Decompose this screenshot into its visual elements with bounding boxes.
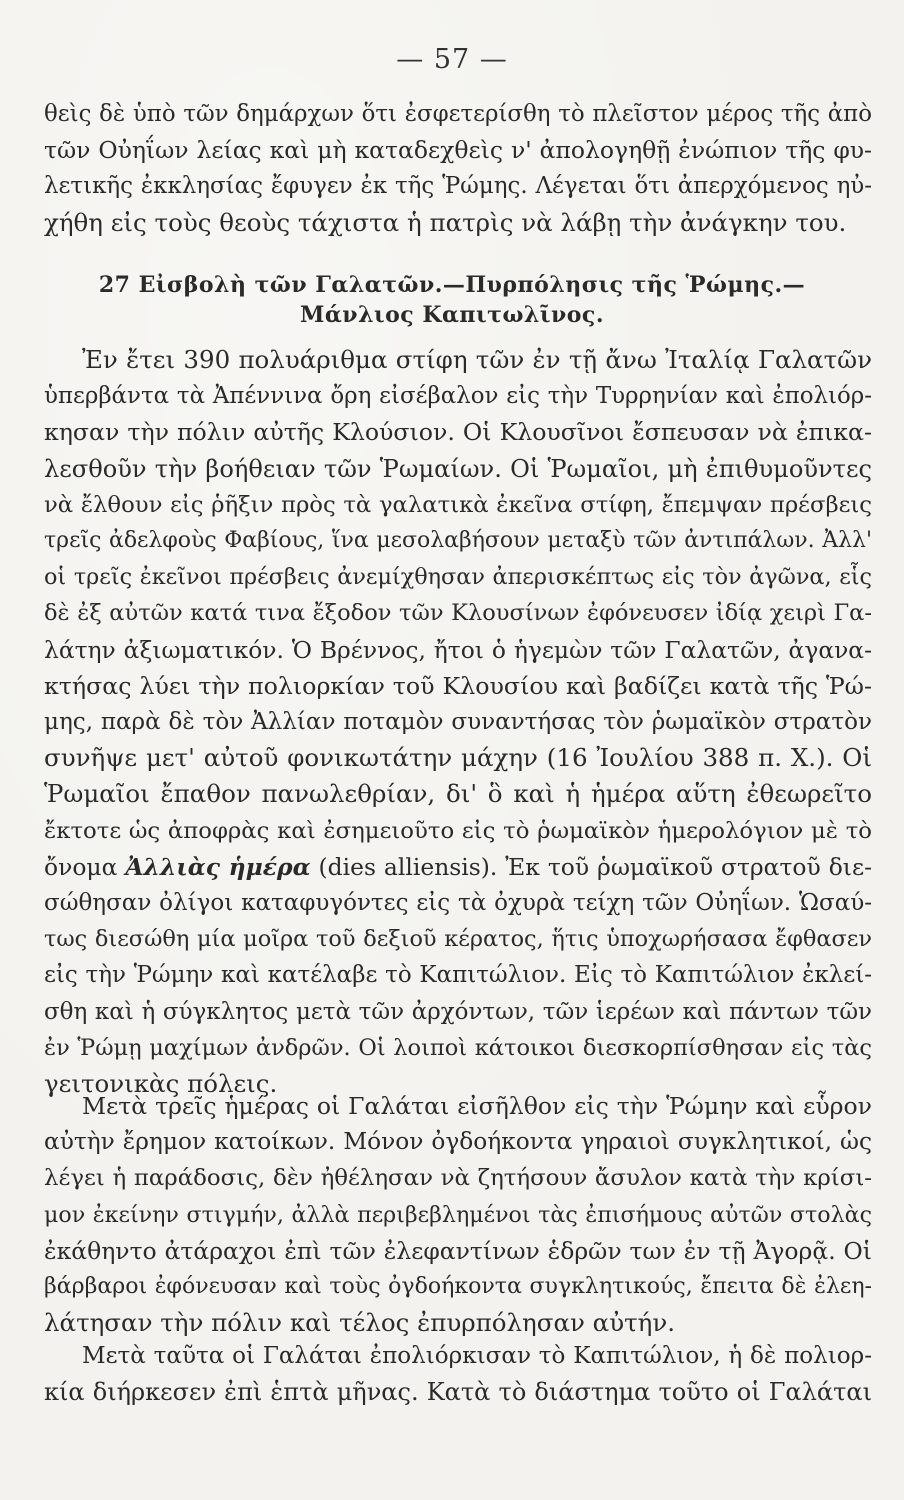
text-fragment: (dies alliensis). Ἐκ τοῦ ῥωμαϊκοῦ στρατοῦ διε- <box>310 852 873 881</box>
text-line: δὲ ἐξ αὐτῶν κατά τινα ἔξοδον τῶν Κλουσίνων ἐφόνευσεν ἰδίᾳ χειρὶ Γα- <box>44 600 872 627</box>
text-line: λάτησαν τὴν πόλιν καὶ τέλος ἐπυρπόλησαν αὐτήν. <box>44 1308 676 1338</box>
text-line: χήθη εἰς τοὺς θεοὺς τάχιστα ἡ πατρὶς νὰ λάβῃ τὴν ἀνάγκην του. <box>44 207 847 237</box>
text-line: ὑπερβάντα τὰ Ἀπέννινα ὄρη εἰσέβαλον εἰς τὴν Τυρρηνίαν καὶ ἐπολιόρ- <box>44 383 872 410</box>
paragraph-continuation <box>44 96 872 241</box>
text-line: τρεῖς ἀδελφοὺς Φαβίους, ἵνα μεσολαβήσουν μεταξὺ τῶν ἀντιπάλων. Ἀλλ' <box>44 528 872 554</box>
text-line: αὐτὴν ἔρημον κατοίκων. Μόνον ὀγδοήκοντα γηραιοὶ συγκλητικοί, ὡς <box>44 1128 872 1156</box>
text-line: λεσθοῦν τὴν βοήθειαν τῶν Ῥωμαίων. Οἱ Ῥωμαῖοι, μὴ ἐπιθυμοῦντες <box>44 454 872 483</box>
section-heading: 27 Εἰσβολὴ τῶν Γαλατῶν.—Πυρπόλησις τῆς Ῥώμης.— <box>98 272 806 298</box>
text-line: Μετὰ τρεῖς ἡμέρας οἱ Γαλάται εἰσῆλθον εἰς τὴν Ῥώμην καὶ εὗρον <box>82 1092 872 1120</box>
text-line: σώθησαν ὀλίγοι καταφυγόντες εἰς τὰ ὀχυρὰ τείχη τῶν Οὐηΐων. Ὡσαύ- <box>44 890 872 917</box>
text-line: νὰ ἔλθουν εἰς ῥῆξιν πρὸς τὰ γαλατικὰ ἐκεῖνα στίφη, ἔπεμψαν πρέσβεις <box>44 491 872 518</box>
text-line: βάρβαροι ἐφόνευσαν καὶ τοὺς ὀγδοήκοντα συγκλητικούς, ἔπειτα δὲ ἐλεη- <box>44 1274 872 1300</box>
text-line: ἔκτοτε ὡς ἀποφρὰς καὶ ἐσημειοῦτο εἰς τὸ ῥωμαϊκὸν ἡμερολόγιον μὲ τὸ <box>44 817 872 844</box>
text-line: συνῆψε μετ' αὐτοῦ φονικωτάτην μάχην (16 Ἰουλίου 388 π. Χ.). Οἱ <box>44 743 872 773</box>
text-line: λέγει ἡ παράδοσις, δὲν ἠθέλησαν νὰ ζητήσουν ἄσυλον κατὰ τὴν κρίσι- <box>44 1165 872 1192</box>
text-line: κησαν τὴν πόλιν αὐτῆς Κλούσιον. Οἱ Κλουσῖνοι ἔσπευσαν νὰ ἐπικα- <box>44 418 872 447</box>
text-line: Ἐν ἔτει 390 πολυάριθμα στίφη τῶν ἐν τῇ ἄνω Ἰταλίᾳ Γαλατῶν <box>82 345 872 374</box>
page-number: — 57 — <box>396 44 508 75</box>
text-line: λάτην ἀξιωματικόν. Ὁ Βρέννος, ἤτοι ὁ ἡγεμὼν τῶν Γαλατῶν, ἀγανα- <box>44 635 872 664</box>
section-subheading: Μάνλιος Καπιτωλῖνος. <box>300 302 604 328</box>
text-line: τῶν Οὐηΐων λείας καὶ μὴ καταδεχθεὶς ν' ἀπολογηθῇ ἐνώπιον τῆς φυ- <box>44 136 872 165</box>
text-line: ἐν Ῥώμῃ μαχίμων ἀνδρῶν. Οἱ λοιποὶ κάτοικοι διεσκορπίσθησαν εἰς τὰς <box>44 1034 872 1061</box>
text-line: τως διεσώθη μία μοῖρα τοῦ δεξιοῦ κέρατος, ἥτις ὑποχωρήσασα ἔφθασεν <box>44 926 872 953</box>
text-line: Μετὰ ταῦτα οἱ Γαλάται ἐπολιόρκισαν τὸ Καπιτώλιον, ἡ δὲ πολιορ- <box>82 1343 872 1369</box>
emphasized-term: Ἀλλιὰς ἡμέρα <box>125 852 311 881</box>
text-line: λετικῆς ἐκκλησίας ἔφυγεν ἐκ τῆς Ῥώμης. Λέγεται ὅτι ἀπερχόμενος ηὐ- <box>44 173 872 200</box>
paragraph-invasion <box>44 342 872 1102</box>
text-line: εἰς τὴν Ῥώμην καὶ κατέλαβε τὸ Καπιτώλιον. Εἰς τὸ Καπιτώλιον ἐκλεί- <box>44 962 872 989</box>
text-line: κτήσας λύει τὴν πολιορκίαν τοῦ Κλουσίου καὶ βαδίζει κατὰ τῆς Ῥώ- <box>44 671 872 700</box>
text-line: σθη καὶ ἡ σύγκλητος μετὰ τῶν ἀρχόντων, τῶν ἱερέων καὶ πάντων τῶν <box>44 998 872 1025</box>
text-line: θεὶς δὲ ὑπὸ τῶν δημάρχων ὅτι ἐσφετερίσθη τὸ πλεῖστον μέρος τῆς ἀπὸ <box>44 101 872 127</box>
text-line: ἐκάθηντο ἀτάραχοι ἐπὶ τῶν ἐλεφαντίνων ἑδρῶν των ἐν τῇ Ἀγορᾷ. Οἱ <box>44 1236 872 1265</box>
paragraph-sack-of-rome <box>44 1088 872 1341</box>
text-line: οἱ τρεῖς ἐκεῖνοι πρέσβεις ἀνεμίχθησαν ἀπερισκέπτως εἰς τὸν ἀγῶνα, εἷς <box>44 564 872 591</box>
text-line: κία διήρκεσεν ἐπὶ ἑπτὰ μῆνας. Κατὰ τὸ διάστημα τοῦτο οἱ Γαλάται <box>44 1378 872 1407</box>
text-line: γειτονικὰς πόλεις. <box>44 1069 278 1099</box>
text-line: μης, παρὰ δὲ τὸν Ἀλλίαν ποταμὸν συναντήσας τὸν ῥωμαϊκὸν στρατὸν <box>44 709 872 736</box>
text-line-with-emphasis <box>44 849 872 885</box>
text-line: μον ἐκείνην στιγμήν, ἀλλὰ περιβεβλημένοι τὰς ἐπισήμους αὐτῶν στολὰς <box>44 1201 872 1228</box>
paragraph-siege-capitol <box>44 1338 872 1410</box>
text-fragment: ὄνομα <box>44 852 126 881</box>
text-line: Ῥωμαῖοι ἔπαθον πανωλεθρίαν, δι' ὃ καὶ ἡ ἡμέρα αὕτη ἐθεωρεῖτο <box>44 779 872 809</box>
